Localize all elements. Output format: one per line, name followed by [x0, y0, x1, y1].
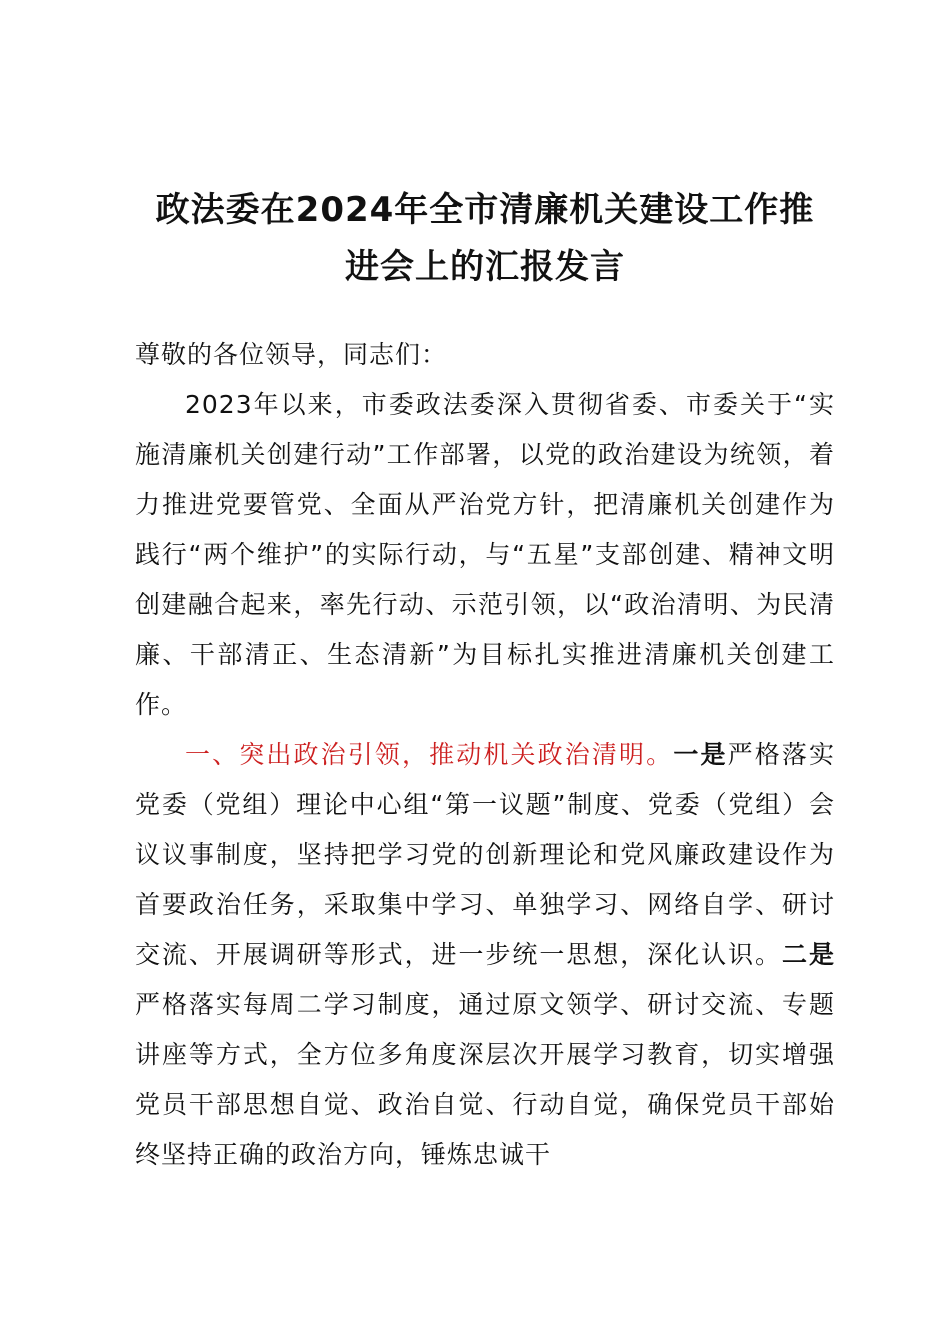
section-text-1: 严格落实党委（党组）理论中心组“第一议题”制度、党委（党组）会议议事制度，坚持把学习党的创新理论和党风廉政建设作为首要政治任务，采取集中学习、单独学习、网络自学、研讨交流、开展调研等形式，进一步统一思想，深化认识。: [135, 740, 835, 969]
paragraph-intro: 2023年以来，市委政法委深入贯彻省委、市委关于“实施清廉机关创建行动”工作部署，以党的政治建设为统领，着力推进党要管党、全面从严治党方针，把清廉机关创建作为践行“两个维护”的实际行动，与“五星”支部创建、精神文明创建融合起来，率先行动、示范引领，以“政治清明、为民清廉、干部清正、生态清新”为目标扎实推进清廉机关创建工作。: [135, 390, 835, 719]
section-text-2: 严格落实每周二学习制度，通过原文领学、研讨交流、专题讲座等方式，全方位多角度深层次开展学习教育，切实增强党员干部思想自觉、政治自觉、行动自觉，确保党员干部始终坚持正确的政治方向，锤炼忠诚干: [135, 990, 835, 1169]
salutation: 尊敬的各位领导，同志们：: [135, 340, 448, 369]
document-title: [120, 182, 850, 296]
paragraph-section-1: [135, 730, 835, 1180]
lead-marker-2: 二是: [782, 940, 835, 969]
lead-marker-1: 一是: [673, 740, 728, 769]
title-line-1: 政法委在2024年全市清廉机关建设工作推: [155, 190, 815, 230]
section-heading: 一、突出政治引领，推动机关政治清明。: [185, 740, 674, 769]
title-line-2: 进会上的汇报发言: [345, 247, 625, 287]
document-body: [135, 330, 835, 1180]
